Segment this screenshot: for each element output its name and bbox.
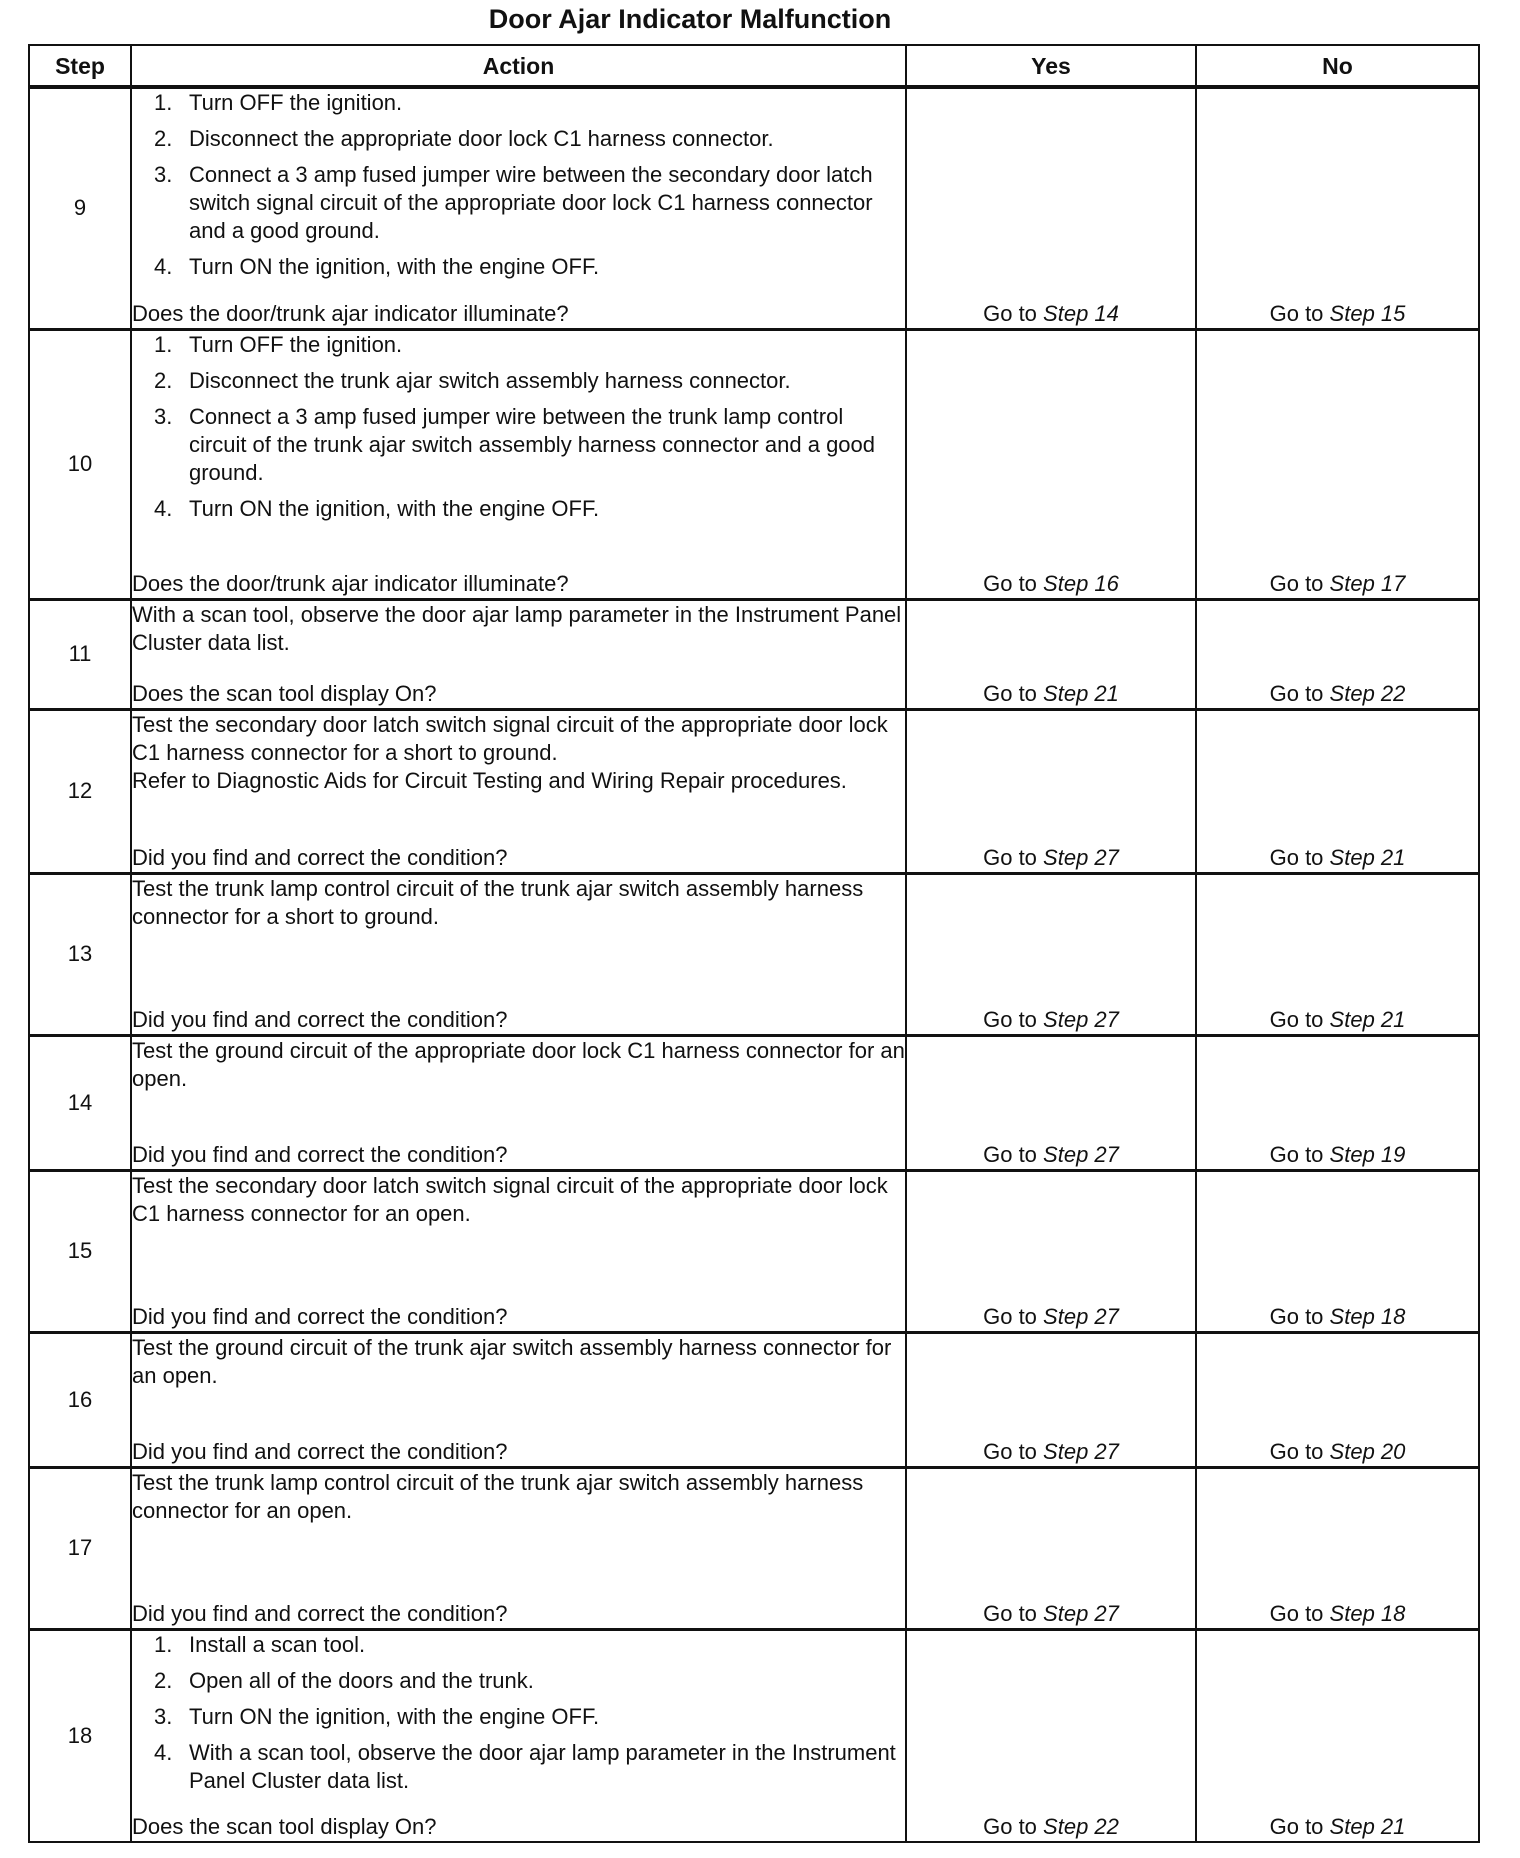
action-step-number: 1.	[154, 1631, 173, 1657]
action-content	[132, 1469, 905, 1628]
step-number: 13	[29, 873, 131, 1035]
goto-prefix: Go to	[983, 1814, 1037, 1839]
action-content	[132, 89, 905, 328]
action-question: Did you find and correct the condition?	[132, 1141, 508, 1167]
yes-result	[906, 329, 1196, 599]
goto-step: Step 19	[1329, 1141, 1406, 1167]
action-question: Did you find and correct the condition?	[132, 1303, 508, 1329]
action-step-text: Install a scan tool.	[189, 1631, 366, 1657]
action-step	[132, 1631, 905, 1659]
action-question: Does the scan tool display On?	[132, 1814, 437, 1839]
no-result	[1196, 1170, 1479, 1332]
table-row	[29, 1035, 1479, 1170]
goto-prefix: Go to	[1269, 1438, 1324, 1464]
goto-prefix: Go to	[1269, 1814, 1324, 1839]
action-step	[132, 1703, 905, 1731]
table-row	[29, 599, 1479, 709]
goto-prefix: Go to	[983, 1141, 1037, 1167]
table-row	[29, 873, 1479, 1035]
goto-prefix: Go to	[1269, 680, 1324, 706]
action-steps-list	[132, 1631, 905, 1803]
goto-step: Step 20	[1329, 1438, 1406, 1464]
goto-step: Step 21	[1043, 680, 1119, 706]
action-step-text: Turn OFF the ignition.	[189, 331, 403, 357]
yes-result	[906, 709, 1196, 873]
action-cell	[131, 87, 906, 329]
action-step-text: Connect a 3 amp fused jumper wire between the trunk lamp control circuit of the trunk ajar switch assembly harness connector and a good ground.	[189, 403, 876, 485]
goto-step: Step 27	[1043, 1438, 1119, 1464]
action-step-number: 3.	[154, 1703, 173, 1729]
goto-prefix: Go to	[1269, 1006, 1324, 1032]
action-step	[132, 367, 905, 395]
action-cell	[131, 1629, 906, 1842]
action-steps-list	[132, 89, 905, 289]
goto-step: Step 16	[1043, 570, 1119, 596]
action-step-number: 3.	[154, 403, 173, 429]
header-yes: Yes	[906, 45, 1196, 87]
action-question: Did you find and correct the condition?	[132, 844, 508, 870]
action-question: Does the door/trunk ajar indicator illuminate?	[132, 570, 569, 596]
action-content	[132, 875, 905, 1034]
goto-prefix: Go to	[1269, 570, 1324, 596]
action-steps-list	[132, 331, 905, 531]
action-content	[132, 601, 905, 708]
no-result	[1196, 709, 1479, 873]
action-cell	[131, 599, 906, 709]
action-content	[132, 331, 905, 598]
table-row	[29, 1170, 1479, 1332]
action-description: Test the secondary door latch switch signal circuit of the appropriate door lock C1 harness connector for an open.	[132, 1172, 888, 1226]
action-step-text: Turn ON the ignition, with the engine OFF.	[189, 1703, 600, 1729]
step-number: 12	[29, 709, 131, 873]
goto-prefix: Go to	[983, 1303, 1037, 1329]
step-number: 10	[29, 329, 131, 599]
table-header-row	[29, 45, 1479, 87]
goto-step: Step 27	[1043, 1141, 1119, 1167]
goto-prefix: Go to	[983, 570, 1037, 596]
action-step-number: 4.	[154, 495, 173, 521]
action-step-number: 4.	[154, 1739, 173, 1765]
yes-result	[906, 599, 1196, 709]
action-step-number: 1.	[154, 331, 173, 357]
action-cell	[131, 329, 906, 599]
goto-step: Step 18	[1329, 1303, 1406, 1329]
table-row	[29, 1629, 1479, 1842]
goto-step: Step 27	[1043, 844, 1119, 870]
action-description: Test the trunk lamp control circuit of the trunk ajar switch assembly harness connector for an open.	[132, 1469, 864, 1523]
action-step-number: 4.	[154, 254, 173, 279]
action-description: Test the secondary door latch switch signal circuit of the appropriate door lock C1 harness connector for a short to ground.	[132, 711, 888, 765]
action-question: Does the scan tool display On?	[132, 680, 437, 706]
goto-step: Step 27	[1043, 1303, 1119, 1329]
goto-step: Step 18	[1329, 1600, 1406, 1626]
goto-prefix: Go to	[1269, 1141, 1324, 1167]
header-action: Action	[131, 45, 906, 87]
no-result	[1196, 873, 1479, 1035]
action-cell	[131, 1467, 906, 1629]
action-step-number: 2.	[154, 126, 173, 151]
action-step	[132, 495, 905, 523]
goto-step: Step 14	[1043, 300, 1119, 326]
action-content	[132, 1334, 905, 1466]
action-description: Refer to Diagnostic Aids for Circuit Testing and Wiring Repair procedures.	[132, 767, 847, 793]
step-number: 11	[29, 599, 131, 709]
step-number: 15	[29, 1170, 131, 1332]
action-step-text: Open all of the doors and the trunk.	[189, 1667, 534, 1693]
action-step-text: Turn ON the ignition, with the engine OFF.	[189, 254, 600, 279]
header-no: No	[1196, 45, 1479, 87]
goto-step: Step 22	[1043, 1814, 1119, 1839]
action-step	[132, 1739, 905, 1795]
step-number: 9	[29, 87, 131, 329]
yes-result	[906, 1629, 1196, 1842]
goto-prefix: Go to	[1269, 844, 1324, 870]
action-cell	[131, 1332, 906, 1467]
goto-prefix: Go to	[1269, 300, 1324, 326]
step-number: 18	[29, 1629, 131, 1842]
action-step	[132, 331, 905, 359]
goto-prefix: Go to	[983, 844, 1037, 870]
goto-step: Step 15	[1329, 300, 1406, 326]
page-title: Door Ajar Indicator Malfunction	[488, 4, 892, 34]
action-content	[132, 1631, 905, 1842]
goto-step: Step 21	[1329, 844, 1406, 870]
action-description: Test the ground circuit of the trunk ajar switch assembly harness connector for an open.	[132, 1334, 892, 1388]
action-description: With a scan tool, observe the door ajar lamp parameter in the Instrument Panel Cluster data list.	[132, 601, 902, 655]
goto-step: Step 21	[1329, 1006, 1406, 1032]
goto-prefix: Go to	[983, 1600, 1037, 1626]
action-step	[132, 125, 905, 153]
no-result	[1196, 1467, 1479, 1629]
goto-step: Step 21	[1329, 1814, 1406, 1839]
action-step-number: 2.	[154, 367, 173, 393]
action-step	[132, 89, 905, 117]
goto-step: Step 27	[1043, 1006, 1119, 1032]
table-body	[29, 87, 1479, 1842]
goto-step: Step 22	[1329, 680, 1406, 706]
goto-prefix: Go to	[983, 1006, 1037, 1032]
yes-result	[906, 87, 1196, 329]
goto-step: Step 27	[1043, 1600, 1119, 1626]
diagnostic-table	[28, 44, 1480, 1843]
goto-prefix: Go to	[1269, 1303, 1324, 1329]
no-result	[1196, 87, 1479, 329]
action-step	[132, 403, 905, 487]
step-number: 14	[29, 1035, 131, 1170]
action-cell	[131, 1035, 906, 1170]
action-question: Did you find and correct the condition?	[132, 1006, 508, 1032]
action-step-number: 1.	[154, 90, 173, 115]
header-step: Step	[29, 45, 131, 87]
action-step-text: Disconnect the appropriate door lock C1 harness connector.	[189, 126, 774, 151]
action-cell	[131, 709, 906, 873]
table-row	[29, 1332, 1479, 1467]
action-question: Did you find and correct the condition?	[132, 1438, 508, 1464]
yes-result	[906, 873, 1196, 1035]
action-description: Test the ground circuit of the appropriate door lock C1 harness connector for an open.	[132, 1037, 905, 1091]
yes-result	[906, 1332, 1196, 1467]
action-content	[132, 1037, 905, 1169]
action-content	[132, 711, 905, 872]
goto-step: Step 17	[1329, 570, 1406, 596]
goto-prefix: Go to	[1269, 1600, 1324, 1626]
no-result	[1196, 599, 1479, 709]
action-question: Does the door/trunk ajar indicator illuminate?	[132, 300, 569, 326]
no-result	[1196, 1629, 1479, 1842]
action-content	[132, 1172, 905, 1331]
action-description: Test the trunk lamp control circuit of the trunk ajar switch assembly harness connector for a short to ground.	[132, 875, 864, 929]
yes-result	[906, 1035, 1196, 1170]
action-step-text: Turn ON the ignition, with the engine OFF.	[189, 495, 600, 521]
table-row	[29, 709, 1479, 873]
table-row	[29, 1467, 1479, 1629]
action-step-text: Turn OFF the ignition.	[189, 90, 403, 115]
table-row	[29, 329, 1479, 599]
action-step	[132, 161, 905, 245]
no-result	[1196, 1332, 1479, 1467]
step-number: 17	[29, 1467, 131, 1629]
goto-prefix: Go to	[983, 680, 1037, 706]
action-question: Did you find and correct the condition?	[132, 1600, 508, 1626]
action-cell	[131, 1170, 906, 1332]
step-number: 16	[29, 1332, 131, 1467]
no-result	[1196, 1035, 1479, 1170]
action-step-number: 3.	[154, 162, 173, 187]
yes-result	[906, 1467, 1196, 1629]
action-step-text: With a scan tool, observe the door ajar lamp parameter in the Instrument Panel Cluster data list.	[189, 1739, 896, 1793]
action-step-number: 2.	[154, 1667, 173, 1693]
table-row	[29, 87, 1479, 329]
goto-prefix: Go to	[983, 1438, 1037, 1464]
action-step-text: Connect a 3 amp fused jumper wire between the secondary door latch switch signal circuit of the appropriate door lock C1 harness connector and a good ground.	[189, 162, 873, 243]
yes-result	[906, 1170, 1196, 1332]
no-result	[1196, 329, 1479, 599]
goto-prefix: Go to	[983, 300, 1037, 326]
action-step	[132, 253, 905, 281]
action-step-text: Disconnect the trunk ajar switch assembly harness connector.	[189, 367, 791, 393]
action-step	[132, 1667, 905, 1695]
action-cell	[131, 873, 906, 1035]
